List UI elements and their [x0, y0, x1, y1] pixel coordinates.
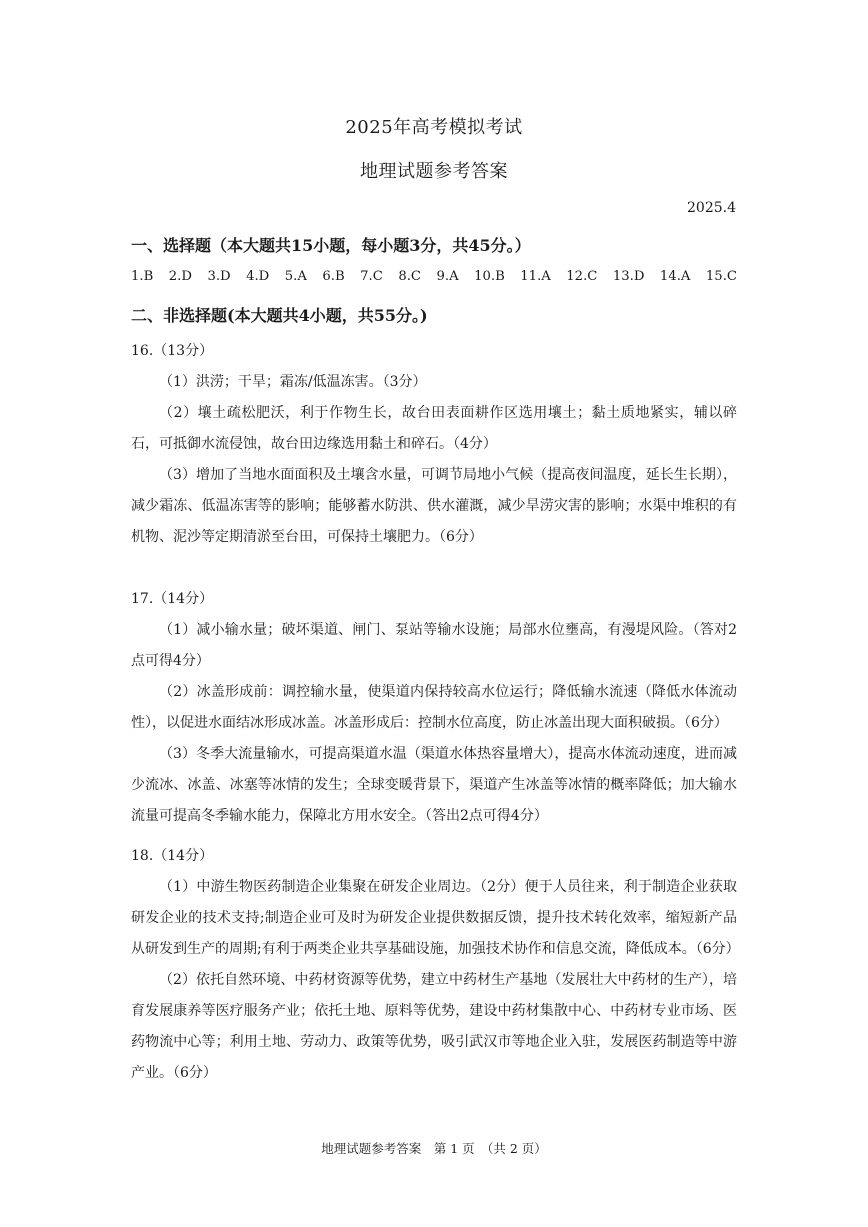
answer-item: 2.D — [168, 269, 192, 284]
section-1-heading: 一、选择题（本大题共15小题，每小题3分，共45分。） — [131, 236, 531, 255]
answer-item: 6.B — [322, 269, 345, 284]
question-17 — [131, 584, 737, 832]
question-18-part-2: （2）依托自然环境、中药材资源等优势，建立中药材生产基地（发展壮大中药材的生产），培育发展康养等医疗服务产业；依托土地、原料等优势，建设中药材集散中心、中药材专业市场、医药物流中心等；利用土地、劳动力、政策等优势，吸引武汉市等地企业入驻，发展医药制造等中游产业。（6分） — [131, 972, 737, 1081]
exam-subtitle: 地理试题参考答案 — [360, 161, 508, 182]
question-16 — [131, 336, 737, 553]
answer-item: 13.D — [612, 269, 645, 284]
answer-item: 12.C — [566, 269, 598, 284]
answer-item: 10.B — [474, 269, 505, 284]
question-16-part-3: （3）增加了当地水面面积及土壤含水量，可调节局地小气候（提高夜间温度，延长生长期），减少霜冻、低温冻害等的影响；能够蓄水防洪、供水灌溉，减少旱涝灾害的影响；水渠中堆积的有机物、泥沙等定期清淤至台田，可保持土壤肥力。（6分） — [131, 467, 737, 545]
answer-item: 15.C — [705, 269, 737, 284]
question-17-part-2: （2）冰盖形成前：调控输水量，使渠道内保持较高水位运行；降低输水流速（降低水体流动性），以促进水面结冰形成冰盖。冰盖形成后：控制水位高度，防止冰盖出现大面积破损。（6分） — [131, 684, 737, 731]
choice-answers-row — [131, 269, 737, 284]
section-2-heading: 二、非选择题(本大题共4小题，共55分。) — [131, 306, 428, 325]
question-18 — [131, 841, 740, 1089]
answer-item: 8.C — [398, 269, 422, 284]
question-17-header: 17.（14分） — [131, 591, 214, 607]
answer-item: 11.A — [520, 269, 551, 284]
question-16-part-1: （1）洪涝；干旱；霜冻/低温冻害。（3分） — [159, 374, 427, 390]
answer-item: 5.A — [284, 269, 307, 284]
question-18-part-1: （1）中游生物医药制造企业集聚在研发企业周边。（2分）便于人员往来，利于制造企业获取研发企业的技术支持;制造企业可及时为研发企业提供数据反馈，提升技术转化效率，缩短新产品从研发到生产的周期;有利于两类企业共享基础设施，加强技术协作和信息交流，降低成本。（6分） — [131, 879, 740, 957]
question-17-part-1: （1）减小输水量；破坏渠道、闸门、泵站等输水设施；局部水位壅高，有漫堤风险。（答对2点可得4分） — [131, 622, 737, 669]
question-16-header: 16.（13分） — [131, 343, 214, 359]
answer-item: 9.A — [436, 269, 459, 284]
answer-item: 14.A — [659, 269, 691, 284]
exam-title: 2025年高考模拟考试 — [345, 117, 523, 138]
answer-item: 3.D — [207, 269, 231, 284]
question-18-header: 18.（14分） — [131, 848, 214, 864]
page-footer: 地理试题参考答案 第 1 页 （共 2 页） — [321, 1141, 547, 1156]
answer-item: 7.C — [360, 269, 383, 284]
answer-item: 1.B — [131, 269, 154, 284]
answer-item: 4.D — [246, 269, 270, 284]
question-17-part-3: （3）冬季大流量输水，可提高渠道水温（渠道水体热容量增大），提高水体流动速度，进而减少流冰、冰盖、冰塞等冰情的发生；全球变暖背景下，渠道产生冰盖等冰情的概率降低；加大输水流量可提高冬季输水能力，保障北方用水安全。（答出2点可得4分） — [131, 746, 737, 824]
question-16-part-2: （2）壤土疏松肥沃，利于作物生长，故台田表面耕作区选用壤土；黏土质地紧实，辅以碎石，可抵御水流侵蚀，故台田边缘选用黏土和碎石。（4分） — [131, 405, 737, 452]
exam-date: 2025.4 — [687, 200, 736, 216]
